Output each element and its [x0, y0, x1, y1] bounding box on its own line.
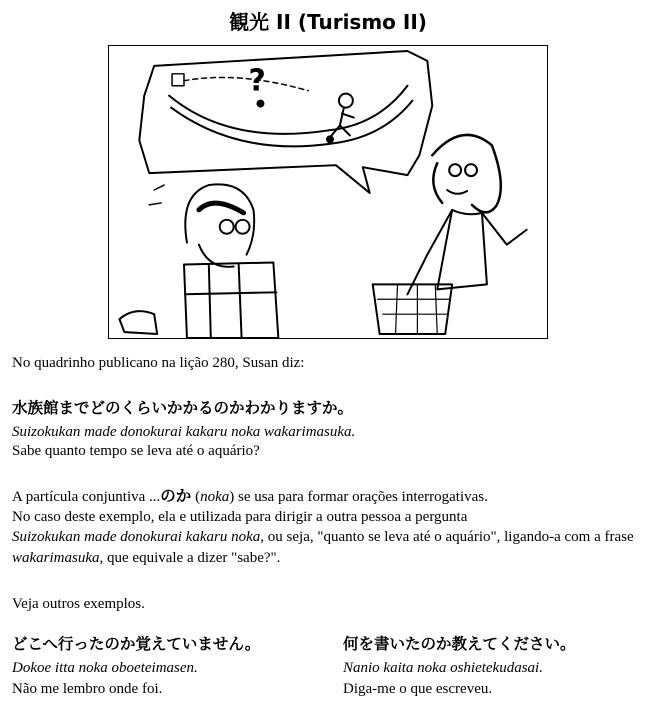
example-2-romaji: Nanio kaita noka oshietekudasai.	[343, 660, 543, 676]
example-1-japanese: どこへ行ったのか覚えていません。	[12, 635, 261, 653]
comic-illustration	[108, 45, 548, 339]
map-start-marker	[172, 74, 184, 86]
question-mark-icon: ?	[248, 63, 266, 99]
main-example-romaji: Suizokukan made donokurai kakaru noka wakarimasuka.	[12, 424, 356, 440]
main-example-translation: Sabe quanto tempo se leva até o aquário?	[12, 443, 260, 459]
shopping-basket	[373, 284, 452, 334]
main-example-japanese: 水族館までどのくらいかかるのかわかりますか。	[12, 399, 354, 417]
explanation-line-3: Suizokukan made donokurai kakaru noka, ou seja, "quanto se leva até o aquário", ligando-a com a frase	[12, 529, 634, 545]
explanation-line-4: wakarimasuka, que equivale a dizer "sabe?".	[12, 550, 281, 566]
paper-map	[184, 263, 278, 338]
example-1-translation: Não me lembro onde foi.	[12, 681, 163, 697]
explanation-line-1: A partícula conjuntiva ...のか (noka) se usa para formar orações interrogativas.	[12, 487, 488, 505]
example-2-translation: Diga-me o que escreveu.	[343, 681, 493, 697]
page-title: 観光 II (Turismo II)	[229, 10, 427, 34]
example-1-romaji: Dokoe itta noka oboeteimasen.	[12, 660, 198, 676]
example-2-japanese: 何を書いたのか教えてください。	[343, 635, 576, 653]
intro-text: No quadrinho publicano na lição 280, Susan diz:	[12, 355, 305, 371]
walker-figure	[339, 94, 353, 108]
more-examples-label: Veja outros exemplos.	[12, 596, 145, 612]
explanation-line-2: No caso deste exemplo, ela e utilizada para dirigir a outra pessoa a pergunta	[12, 509, 468, 525]
